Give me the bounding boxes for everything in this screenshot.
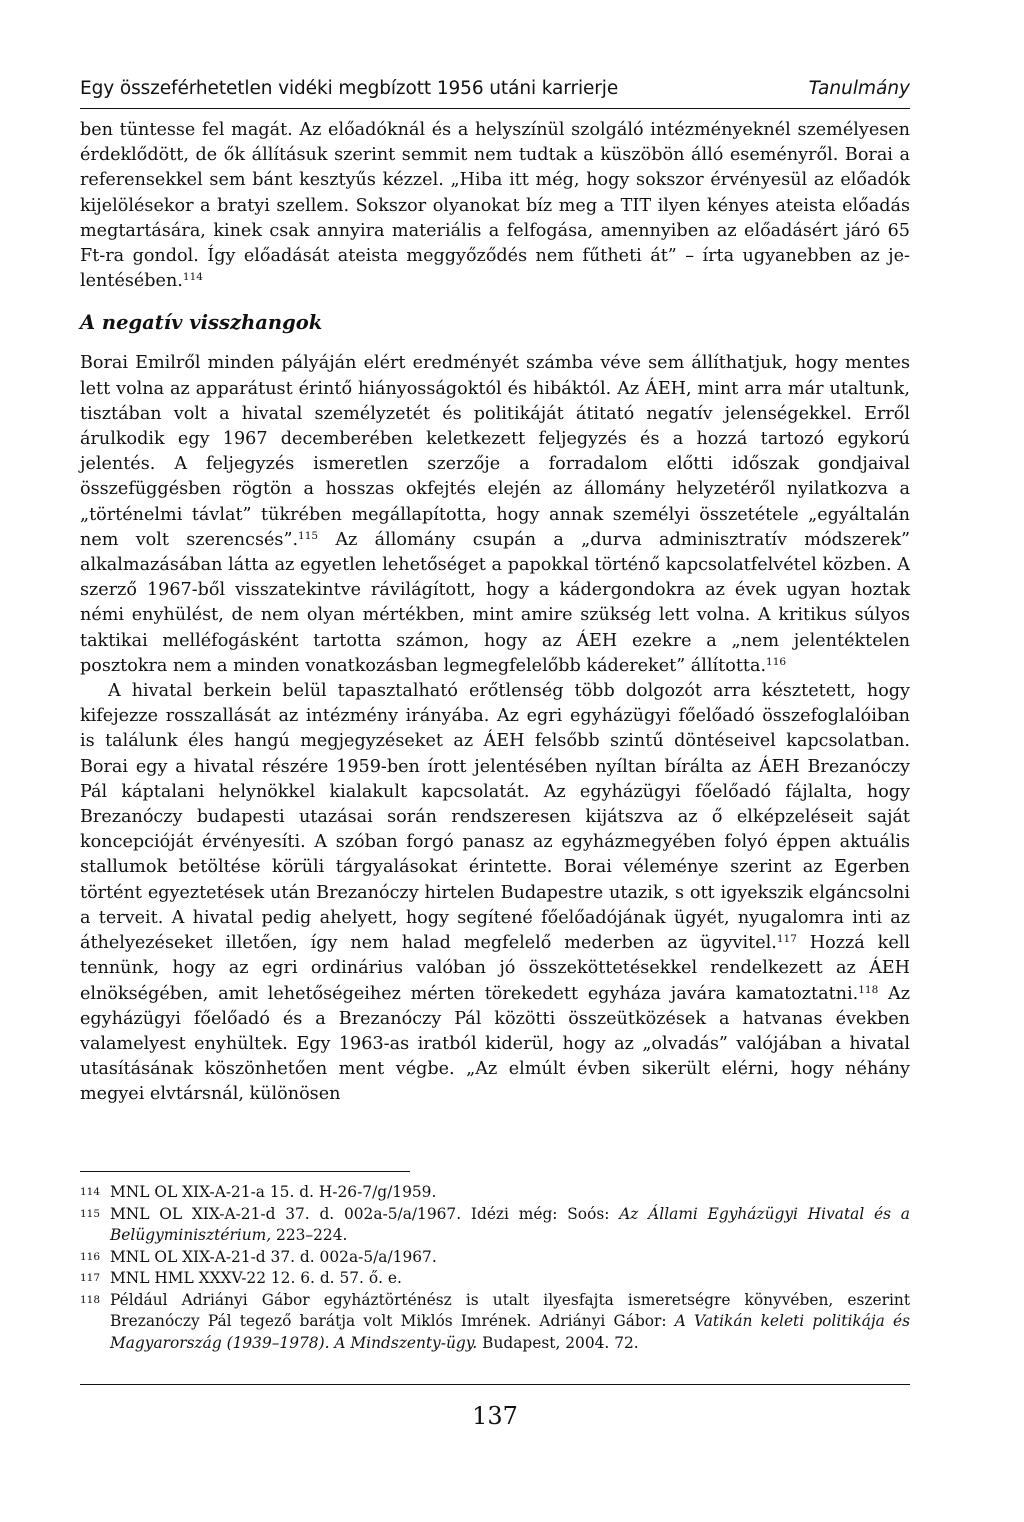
footnote-number: 115: [80, 1207, 101, 1220]
footnote: [80, 1247, 910, 1269]
footnote: [80, 1204, 910, 1247]
footnote-ref-117[interactable]: 117: [776, 933, 797, 946]
footnote: [80, 1290, 910, 1355]
paragraph-2: [80, 679, 910, 1107]
main-text: [80, 118, 910, 1108]
footnote-text: Például Adriányi Gábor egyháztörténész is utalt ilyesfajta ismeretségre könyvében, eszerint Brezanóczy Pál tegező barátja volt Miklós Imrének. Adriányi Gábor:: [110, 1290, 910, 1330]
paragraph-text: ben tüntesse fel magát. Az előadóknál és a helyszínül szolgáló intézményeknél személyesen érdeklődött, de ők állításuk szerint semmit nem tudtak a küszöbön álló eseményről. Borai a referensekkel sem bánt kesztyűs kézzel. „Hiba itt még, hogy sokszor érvényesül az előadók kijelölésekor a bratyi szellem. Sokszor olyanokat bíz meg a TIT ilyen kényes ateista előadás megtartására, kinek csak annyira materiális a felfogása, amennyiben az előadásért járó 65 Ft-ra gondol. Így előadását ateista meggyőződés nem fűtheti át” – írta ugyanebben az je-lentésében.: [80, 120, 910, 292]
footnote-ref-118[interactable]: 118: [858, 983, 879, 996]
footnote-number: 118: [80, 1293, 101, 1306]
footnote-ref-114[interactable]: 114: [182, 271, 203, 284]
footnote-text: MNL OL XIX-A-21-a 15. d. H-26-7/g/1959.: [110, 1183, 437, 1201]
footnote-text: MNL HML XXXV-22 12. 6. d. 57. ő. e.: [110, 1269, 402, 1287]
running-title: Egy összeférhetetlen vidéki megbízott 1956 utáni karrierje: [80, 78, 619, 99]
section-heading: A negatív visszhangok: [80, 311, 323, 335]
footnote-separator: [80, 1171, 410, 1172]
footnote-title: Az Állami Egyházügyi Hivatal és a Belügyminisztérium,: [110, 1204, 910, 1244]
paragraph-text: Borai Emilről minden pályáján elért eredményét számba véve sem állíthatjuk, hogy mentes lett volna az apparátust érintő hiányosságoktól és hibáktól. Az ÁEH, mint arra már utaltunk, tisztában volt a hivatal személyzetét és politikáját átitató negatív jelenségekkel. Erről árulkodik egy 1967 decemberében keletkezett feljegyzés és a hozzá tartozó egykorú jelentés. A feljegyzés ismeretlen szerzője a forradalom előtti időszak gondjaival összefüggésben rögtön a hosszas okfejtés elején az állomány helyzetéről nyilatkozva a „történelmi távlat” tükrében megállapította, hogy annak személyi összetétele „egyáltalán nem volt szerencsés”.: [80, 353, 910, 550]
footnote-number: 116: [80, 1250, 101, 1263]
running-header: [80, 78, 910, 106]
footnote-text: Budapest, 2004. 72.: [477, 1333, 639, 1352]
footnote: [80, 1182, 910, 1204]
footnote-title: A Vatikán keleti politikája és Magyarország (1939–1978). A Mindszenty-ügy.: [110, 1312, 910, 1352]
paragraph-1: [80, 351, 910, 679]
footnote-text: MNL OL XIX-A-21-d 37. d. 002a-5/a/1967. Idézi még: Soós:: [110, 1204, 620, 1223]
section-label: Tanulmány: [808, 78, 910, 99]
header-rule: [80, 108, 910, 109]
footnote-ref-116[interactable]: 116: [766, 655, 787, 668]
page-number: 137: [472, 1402, 518, 1430]
bottom-rule: [80, 1384, 910, 1385]
book-page: [80, 0, 910, 1522]
paragraph-intro: [80, 118, 910, 294]
footnote: [80, 1268, 910, 1290]
footnote-ref-115[interactable]: 115: [298, 529, 319, 542]
footnote-text: MNL OL XIX-A-21-d 37. d. 002a-5/a/1967.: [110, 1247, 437, 1266]
paragraph-text: Az állomány csupán a „durva adminisztratív módszerek” alkalmazásában látta az egyetlen lehetőséget a papokkal történő kapcsolatfelvétel közben. A szerző 1967-ből visszatekintve rávilágított, hogy a kádergondokra az évek ugyan hoztak némi enyhülést, de nem olyan mértékben, mint amire szükség lett volna. A kritikus súlyos taktikai melléfogásként tartotta számon, hogy az ÁEH ezekre a „nem jelentéktelen posztokra nem a minden vonatkozásban legmegfelelőbb kádereket” állította.: [80, 529, 910, 676]
footnote-text: 223–224.: [271, 1226, 348, 1244]
paragraph-text: A hivatal berkein belül tapasztalható erőtlenség több dolgozót arra késztetett, hogy kifejezze rosszallását az intézmény irányába. Az egri egyházügyi főelőadó összefoglalóiban is találunk éles hangú megjegyzéseket az ÁEH felsőbb szintű döntéseivel kapcsolatban. Borai egy a hivatal részére 1959-ben írott jelentésében nyíltan bírálta az ÁEH Brezanóczy Pál káptalani helynökkel kialakult kapcsolatát. Az egyházügyi főelőadó fájlalta, hogy Brezanóczy budapesti utazásai során rendszeresen kijátszva az ő elképzeléseit saját koncepcióját érvényesíti. A szóban forgó panasz az egyházmegyében folyó éppen aktuális stallumok betöltése körüli tárgyalásokat érintette. Borai véleménye szerint az Egerben történt egyeztetések után Brezanóczy hirtelen Budapestre utazik, s ott igyekszik elgáncsolni a terveit. A hivatal pedig ahelyett, hogy segítené főelőadójának ügyét, nyugalomra inti az áthelyezéseket illetően, így nem halad megfelelő mederben az ügyvitel.: [80, 681, 910, 954]
paragraph-text: Hozzá kell tennünk, hogy az egri ordinárius valóban jó összeköttetésekkel rendelkezett az ÁEH elnökségében, amit lehetőségeihez mérten törekedett egyháza javára kamatoztatni.: [80, 933, 910, 1004]
footnote-number: 117: [80, 1272, 101, 1284]
paragraph-text: Az egyházügyi főelőadó és a Brezanóczy Pál közötti összeütközések a hatvanas években valamelyest enyhültek. Egy 1963-as iratból kiderül, hogy az „olvadás” valójában a hivatal utasításának köszönhetően ment végbe. „Az elmúlt évben sikerült elérni, hogy néhány megyei elvtársnál, különösen: [80, 983, 910, 1105]
footnotes: [80, 1182, 910, 1354]
footnote-number: 114: [80, 1186, 101, 1198]
